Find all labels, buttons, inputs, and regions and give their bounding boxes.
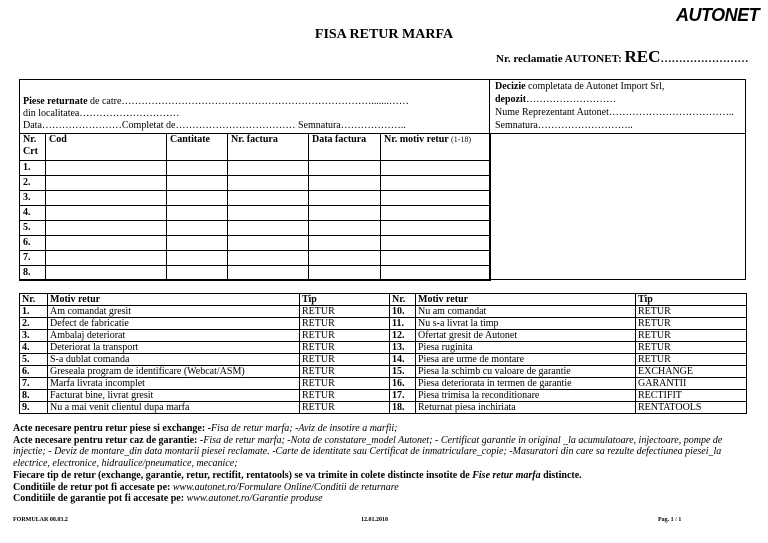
motive-nr: 6.	[20, 366, 48, 378]
item-cantitate-field[interactable]	[167, 266, 228, 281]
motive-nr: 2.	[20, 318, 48, 330]
item-nr-factura-field[interactable]	[228, 161, 309, 176]
motive-header-motiv: Motiv retur	[48, 294, 300, 306]
col-header-data-factura: Data factura	[309, 134, 381, 161]
item-row	[20, 236, 491, 251]
motive-nr: 8.	[20, 390, 48, 402]
motive-type: RETUR	[636, 342, 747, 354]
decision-line-representative[interactable]: Nume Reprezentant Autonet………………………………..	[495, 107, 734, 118]
motive-type: RETUR	[300, 318, 390, 330]
conditii-garantie-link[interactable]: www.autonet.ro/Garantie produse	[186, 493, 323, 505]
motive-row	[20, 318, 390, 330]
motive-row	[390, 318, 747, 330]
note-label: Acte necesare pentru retur caz de garantie: -	[13, 434, 204, 446]
item-nr-motiv-field[interactable]	[381, 191, 491, 206]
item-data-factura-field[interactable]	[309, 206, 381, 221]
item-cod-field[interactable]	[46, 221, 167, 236]
item-row	[20, 191, 491, 206]
item-nr: 2.	[20, 176, 46, 191]
motive-nr: 1.	[20, 306, 48, 318]
motive-type: RENTATOOLS	[636, 402, 747, 414]
reclamatie-prefix: REC	[624, 47, 661, 66]
motive-row	[390, 306, 747, 318]
motive-type: RETUR	[300, 366, 390, 378]
col-header-cod: Cod	[46, 134, 167, 161]
decision-label: Decizie	[495, 81, 526, 92]
motive-reason: Nu a mai venit clientul dupa marfa	[48, 402, 300, 414]
motive-reason: Ambalaj deteriorat	[48, 330, 300, 342]
motive-header-row	[20, 294, 390, 306]
item-nr: 7.	[20, 251, 46, 266]
item-nr-motiv-field[interactable]	[381, 221, 491, 236]
item-data-factura-field[interactable]	[309, 251, 381, 266]
decision-line-1	[495, 81, 664, 93]
motive-type: RETUR	[300, 342, 390, 354]
motive-type: RETUR	[300, 402, 390, 414]
col-header-cantitate: Cantitate	[167, 134, 228, 161]
motive-type: RETUR	[300, 330, 390, 342]
motive-type: RETUR	[300, 354, 390, 366]
motive-nr: 9.	[20, 402, 48, 414]
col-header-nr-motiv-retur	[381, 134, 491, 161]
motive-type: RETUR	[636, 318, 747, 330]
motive-nr: 13.	[390, 342, 416, 354]
motive-type: RETUR	[300, 306, 390, 318]
item-cantitate-field[interactable]	[167, 236, 228, 251]
note-text: Fisa de retur marfa; -Nota de constatare_model Autonet; - Certificat garantie in original _la acumulatoare, injectoare, pompe de injectie; - Deviz de montare_din data montarii piesei reclamate. -Carte de identitate sau Certificat de inmatriculare_copie; -Masuratori din care sa rezulte defectiunea piesei_la electrice, electronice, hidraulice/pneumatice, mecanice;	[13, 434, 723, 470]
item-nr-factura-field[interactable]	[228, 266, 309, 281]
motive-type: GARANTII	[636, 378, 747, 390]
depot-field[interactable]: ………………………	[526, 94, 617, 105]
motive-reason: Defect de fabricatie	[48, 318, 300, 330]
motive-reason: Returnat piesa inchiriata	[416, 402, 636, 414]
page-title: FISA RETUR MARFA	[314, 27, 454, 42]
item-row	[20, 251, 491, 266]
page-number: Pag. 1 / 1	[658, 517, 682, 523]
motive-type: RETUR	[300, 378, 390, 390]
item-row	[20, 206, 491, 221]
item-nr-factura-field[interactable]	[228, 191, 309, 206]
motive-type: EXCHANGE	[636, 366, 747, 378]
motive-row	[20, 342, 390, 354]
item-cantitate-field[interactable]	[167, 251, 228, 266]
motive-nr: 3.	[20, 330, 48, 342]
item-cod-field[interactable]	[46, 266, 167, 281]
motive-reason: Piesa trimisa la reconditionare	[416, 390, 636, 402]
motive-row	[20, 402, 390, 414]
motive-nr: 12.	[390, 330, 416, 342]
motive-reason: Nu s-a livrat la timp	[416, 318, 636, 330]
item-cod-field[interactable]	[46, 206, 167, 221]
motive-header-nr: Nr.	[390, 294, 416, 306]
motive-row	[390, 330, 747, 342]
motive-row	[20, 378, 390, 390]
motive-row	[20, 306, 390, 318]
item-nr: 4.	[20, 206, 46, 221]
motive-row	[390, 342, 747, 354]
motive-header-row	[390, 294, 747, 306]
client-line-date-completed-signature[interactable]: Data……………………Completat de……………………………… Semnatura………………..	[23, 120, 406, 131]
item-cantitate-field[interactable]	[167, 221, 228, 236]
motive-header-nr: Nr.	[20, 294, 48, 306]
note-label: Acte necesare pentru retur piese si exchange: -	[13, 423, 212, 434]
note-conditii-garantie	[13, 493, 753, 505]
motive-table-left	[19, 293, 390, 414]
item-data-factura-field[interactable]	[309, 191, 381, 206]
note-text: Fisa de retur marfa; -Aviz de insotire a marfii;	[211, 423, 398, 434]
decision-line-signature[interactable]: Semnatura………………………..	[495, 120, 633, 131]
col-header-nr-crt: Nr. Crt	[20, 134, 46, 161]
depot-label: depozit	[495, 94, 527, 105]
item-nr-motiv-field[interactable]	[381, 176, 491, 191]
motive-header-tip: Tip	[636, 294, 747, 306]
form-date: 12.01.2018	[361, 517, 388, 523]
item-row	[20, 161, 491, 176]
note-retur-exchange	[13, 423, 753, 435]
motive-type: RETUR	[300, 390, 390, 402]
motive-nr: 4.	[20, 342, 48, 354]
motive-reason: Piesa la schimb cu valoare de garantie	[416, 366, 636, 378]
note-conditii-retur	[13, 482, 753, 494]
note-text-bold: Fiecare tip de retur (exchange, garantie, retur, rectifit, rentatools) se va trimite in colete distincte insotite de	[13, 469, 473, 481]
item-cantitate-field[interactable]	[167, 191, 228, 206]
motive-reason: Deteriorat la transport	[48, 342, 300, 354]
motive-row	[390, 390, 747, 402]
conditii-retur-link[interactable]: www.autonet.ro/Formulare Online/Conditii de returnare	[172, 481, 399, 493]
motive-reason: Piesa are urme de montare	[416, 354, 636, 366]
motive-nr: 15.	[390, 366, 416, 378]
motive-reason: Ofertat gresit de Autonet	[416, 330, 636, 342]
reclamatie-dots[interactable]: ……………………	[660, 53, 749, 65]
decision-line-depot[interactable]	[495, 94, 616, 106]
motive-type: RETUR	[636, 330, 747, 342]
motive-row	[390, 402, 747, 414]
notes-section	[13, 423, 753, 505]
item-cod-field[interactable]	[46, 161, 167, 176]
note-garantie	[13, 435, 753, 470]
motive-nr: 7.	[20, 378, 48, 390]
motive-nr: 16.	[390, 378, 416, 390]
motive-nr: 14.	[390, 354, 416, 366]
motive-nr: 17.	[390, 390, 416, 402]
nr-motiv-range: (1-18)	[451, 135, 472, 144]
motive-row	[390, 354, 747, 366]
motive-reason: Nu am comandat	[416, 306, 636, 318]
motive-reason: Greseala program de identificare (Webcat/ASM)	[48, 366, 300, 378]
client-line-locality[interactable]: din localitatea…………………………	[23, 108, 180, 119]
note-label: Conditiile de garantie pot fi accesate pe:	[13, 493, 187, 505]
item-cantitate-field[interactable]	[167, 176, 228, 191]
motive-row	[20, 366, 390, 378]
client-label: Piese returnate	[23, 96, 88, 107]
motive-reason: S-a dublat comanda	[48, 354, 300, 366]
client-returned-by-field[interactable]: de catre………………………………………………………………….......……	[87, 96, 409, 107]
item-nr-motiv-field[interactable]	[381, 161, 491, 176]
reclamatie-label: Nr. reclamatie AUTONET:	[496, 53, 622, 65]
item-nr: 1.	[20, 161, 46, 176]
item-nr-factura-field[interactable]	[228, 236, 309, 251]
item-data-factura-field[interactable]	[309, 236, 381, 251]
motive-type: RECTIFIT	[636, 390, 747, 402]
motive-nr: 18.	[390, 402, 416, 414]
item-row	[20, 176, 491, 191]
motive-type: RETUR	[636, 306, 747, 318]
item-row	[20, 221, 491, 236]
item-cantitate-field[interactable]	[167, 206, 228, 221]
item-nr: 8.	[20, 266, 46, 281]
item-nr: 3.	[20, 191, 46, 206]
motive-reason: Facturat bine, livrat gresit	[48, 390, 300, 402]
item-nr-factura-field[interactable]	[228, 176, 309, 191]
motive-header-motiv: Motiv retur	[416, 294, 636, 306]
item-data-factura-field[interactable]	[309, 221, 381, 236]
item-cod-field[interactable]	[46, 236, 167, 251]
motive-table-right	[389, 293, 747, 414]
item-nr-motiv-field[interactable]	[381, 206, 491, 221]
item-nr-motiv-field[interactable]	[381, 251, 491, 266]
item-data-factura-field[interactable]	[309, 176, 381, 191]
item-data-factura-field[interactable]	[309, 161, 381, 176]
item-nr-factura-field[interactable]	[228, 251, 309, 266]
item-nr-motiv-field[interactable]	[381, 266, 491, 281]
motive-row	[390, 378, 747, 390]
motive-row	[20, 354, 390, 366]
nr-motiv-label: Nr. motiv retur	[384, 134, 449, 145]
motive-reason: Piesa deteriorata in termen de garantie	[416, 378, 636, 390]
note-label: Conditiile de retur pot fi accesate pe:	[13, 481, 173, 493]
motive-reason: Am comandat gresit	[48, 306, 300, 318]
item-cod-field[interactable]	[46, 251, 167, 266]
items-header-row	[20, 134, 491, 161]
note-emphasis: Fise retur marfa	[472, 469, 541, 481]
form-code: FORMULAR 08.03.2	[13, 517, 68, 523]
items-table	[19, 133, 491, 281]
motive-type: RETUR	[636, 354, 747, 366]
motive-nr: 10.	[390, 306, 416, 318]
item-cod-field[interactable]	[46, 176, 167, 191]
motive-header-tip: Tip	[300, 294, 390, 306]
col-header-nr-factura: Nr. factura	[228, 134, 309, 161]
item-cantitate-field[interactable]	[167, 161, 228, 176]
item-data-factura-field[interactable]	[309, 266, 381, 281]
item-nr-factura-field[interactable]	[228, 206, 309, 221]
motive-row	[390, 366, 747, 378]
autonet-logo: AUTONET	[676, 5, 760, 25]
note-colete	[13, 470, 753, 482]
motive-row	[20, 330, 390, 342]
motive-reason: Marfa livrata incomplet	[48, 378, 300, 390]
item-row	[20, 266, 491, 281]
motive-row	[20, 390, 390, 402]
reclamatie-number	[496, 47, 748, 67]
item-nr: 5.	[20, 221, 46, 236]
item-nr-motiv-field[interactable]	[381, 236, 491, 251]
item-nr-factura-field[interactable]	[228, 221, 309, 236]
note-text-bold: distincte.	[540, 469, 582, 481]
motive-reason: Piesa ruginita	[416, 342, 636, 354]
motive-nr: 5.	[20, 354, 48, 366]
decision-text: completata de Autonet Import Srl,	[525, 81, 665, 92]
item-cod-field[interactable]	[46, 191, 167, 206]
item-nr: 6.	[20, 236, 46, 251]
client-line-returned-by[interactable]	[23, 96, 409, 108]
motive-nr: 11.	[390, 318, 416, 330]
